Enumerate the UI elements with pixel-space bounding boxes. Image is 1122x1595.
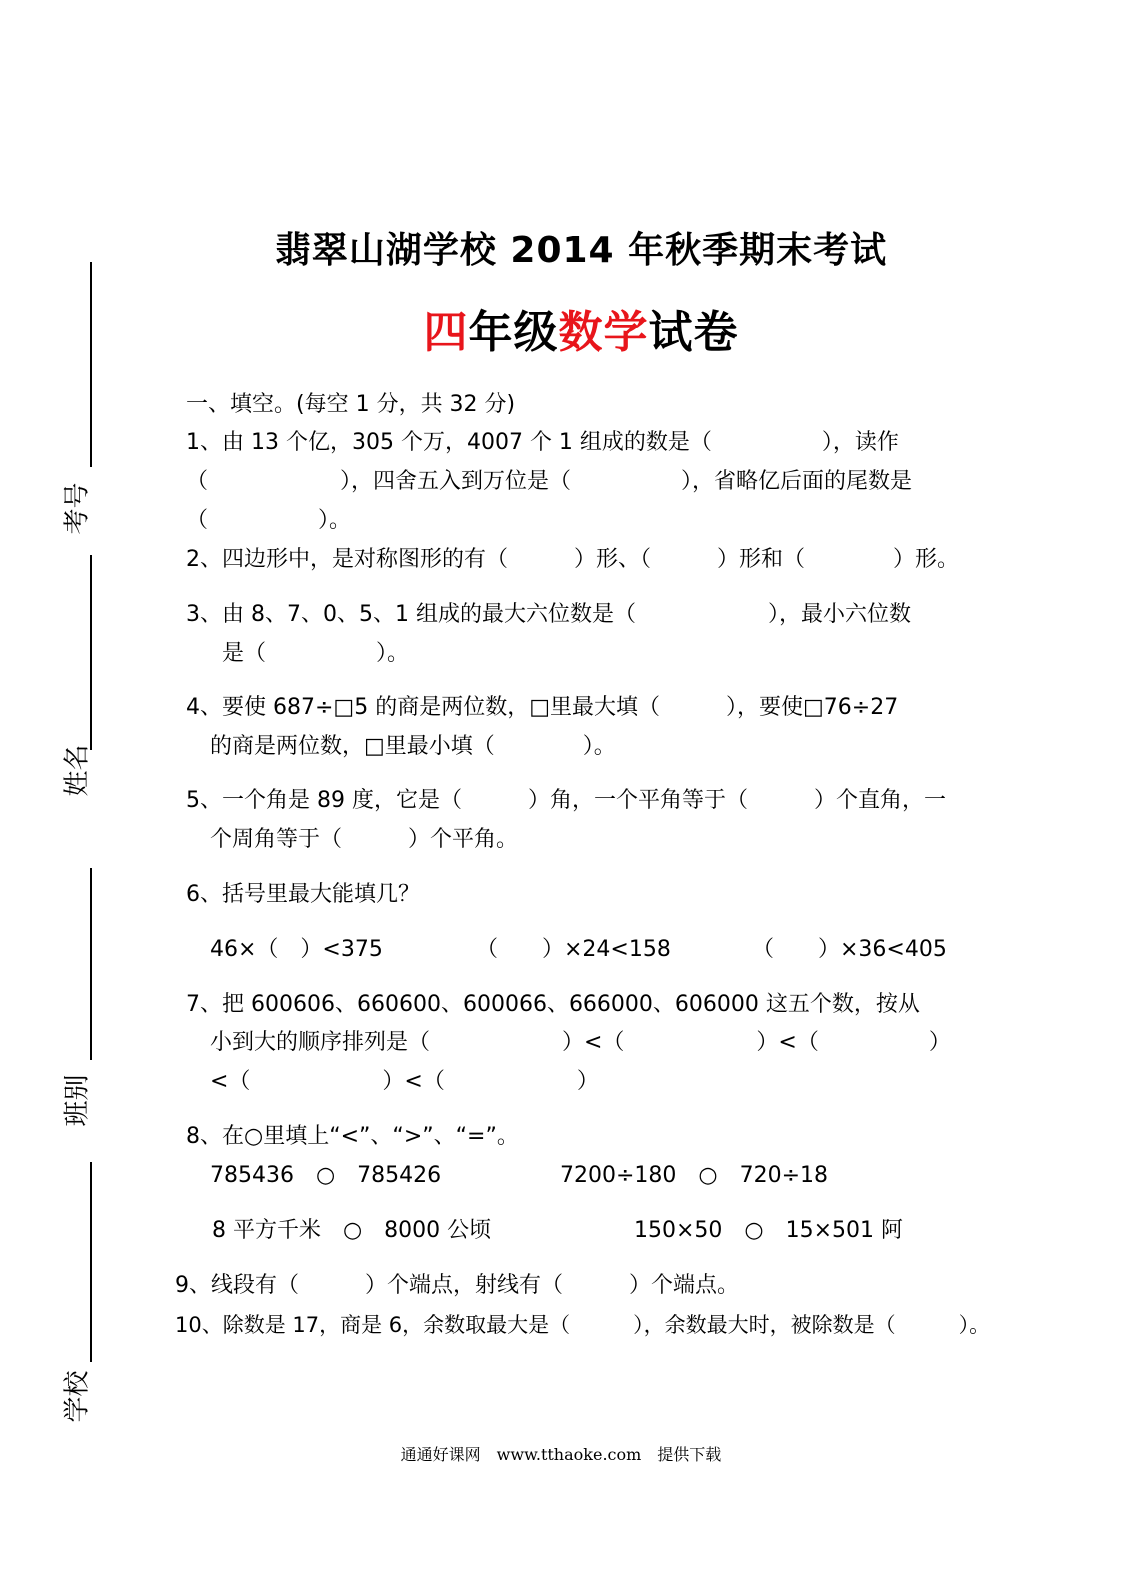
side-label-exam-no: 考号 [62,482,93,535]
exam-title: 翡翠山湖学校 2014 年秋季期末考试 [274,230,888,271]
side-label-school: 学校 [62,1370,93,1423]
question-9: 9、线段有（ ）个端点，射线有（ ）个端点。 [175,1273,739,1298]
question-4-line-1: 4、要使 687÷□5 的商是两位数，□里最大填（ ），要使□76÷27 [186,695,899,720]
side-label-name: 姓名 [62,744,93,797]
question-6-line-1: 6、括号里最大能填几？ [186,882,420,907]
question-8-item-a: 785436 ○ 785426 [210,1163,442,1188]
question-2: 2、四边形中，是对称图形的有（ ）形、（ ）形和（ ）形。 [186,547,959,572]
subtitle-paper-word: 试卷 [648,307,739,358]
question-8-line-1: 8、在○里填上“<”、“>”、“=”。 [186,1124,519,1149]
side-line-1 [90,262,92,467]
section-heading: 一、填空。(每空 1 分，共 32 分) [186,392,516,417]
question-3-line-1: 3、由 8、7、0、5、1 组成的最大六位数是（ ），最小六位数 [186,602,911,627]
question-6-item-c: （ ）×36<405 [752,937,947,962]
question-1-line-2: （ ），四舍五入到万位是（ ），省略亿后面的尾数是 [186,469,913,494]
subtitle-grade-word: 年级 [468,307,559,358]
question-8-item-c: 8 平方千米 ○ 8000 公顷 [212,1218,492,1243]
question-10: 10、除数是 17，商是 6，余数取最大是（ ），余数最大时，被除数是（ ）。 [175,1313,991,1337]
side-line-2 [90,555,92,750]
question-8-item-b: 7200÷180 ○ 720÷18 [560,1163,829,1188]
footer-source: 通通好课网 www.tthaoke.com 提供下载 [400,1445,722,1464]
question-1-line-1: 1、由 13 个亿，305 个万，4007 个 1 组成的数是（ ），读作 [186,430,899,455]
question-5-line-2: 个周角等于（ ）个平角。 [210,827,519,852]
question-3-line-2: 是（ ）。 [222,641,410,666]
question-7-line-3: <（ ）<（ ） [210,1069,599,1094]
exam-subtitle [20,296,1122,360]
question-1-line-3: （ ）。 [186,508,352,533]
subtitle-grade-number: 四 [423,307,469,358]
question-7-line-1: 7、把 600606、660600、600066、666000、606000 这五个数，按从 [186,992,920,1017]
question-6-item-b: （ ）×24<158 [476,937,671,962]
subtitle-subject: 数学 [558,307,649,358]
side-line-4 [90,1162,92,1362]
question-6-item-a: 46×（ ）<375 [210,937,383,962]
question-7-line-2: 小到大的顺序排列是（ ）<（ ）<（ ） [210,1030,951,1055]
side-line-3 [90,868,92,1060]
question-8-item-d: 150×50 ○ 15×501 阿 [634,1218,904,1243]
question-5-line-1: 5、一个角是 89 度，它是（ ）角，一个平角等于（ ）个直角，一 [186,788,946,813]
side-label-class: 班别 [62,1074,93,1127]
question-4-line-2: 的商是两位数，□里最小填（ ）。 [210,734,616,759]
